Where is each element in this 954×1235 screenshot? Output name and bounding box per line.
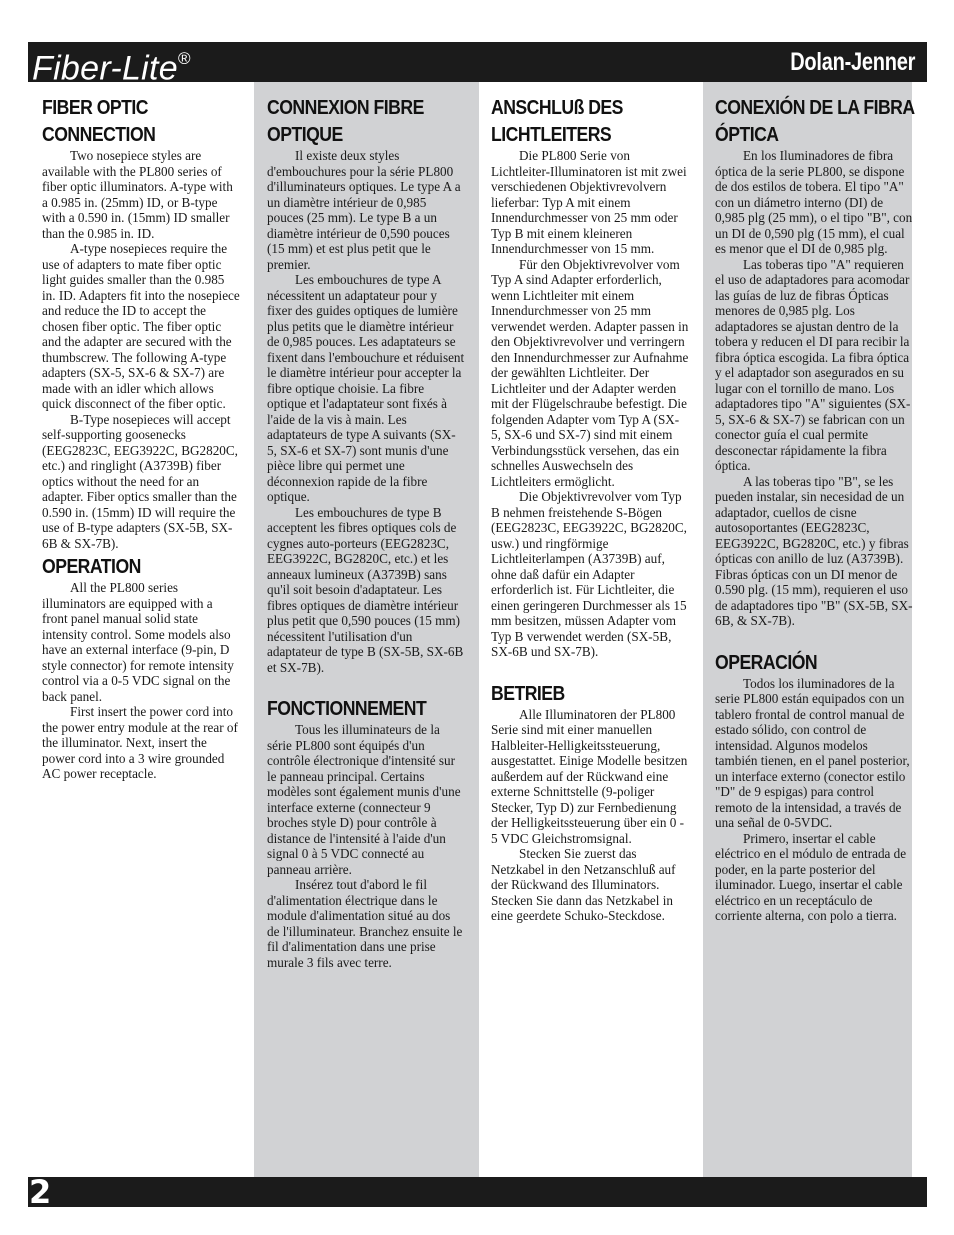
header-bar: [28, 42, 927, 88]
column-german: [491, 94, 689, 924]
section-heading: FONCTIONNEMENT: [267, 697, 427, 720]
paragraph: Die PL800 Serie von Lichtleiter-Illuminatoren ist mit zwei verschiedenen Objektivrevolvern lieferbar: Typ A mit einem Innendurchmesser von 25 mm oder Typ B mit einem kleineren Innendurchmesser von 15 mm.: [491, 148, 687, 256]
page-number: 2: [29, 1173, 52, 1211]
footer-bar: [28, 1173, 927, 1211]
dolan-jenner-logo: Dolan-Jenner: [790, 48, 915, 76]
paragraph: Les embouchures de type A nécessitent un adaptateur pour y fixer des guides optiques de lumière plus petits que le diamètre intérieur de 0,985 pouces. Les adaptateurs se fixent dans l'embouchure et réduisent le diamètre intérieur pour accepter la fibre optique choisie. La fibre optique et l'adaptateur sont fixés à l'aide de la vis à main. Les adaptateurs de type A suivants (SX-5, SX-6 et SX-7) sont munis d'une pièce libre qui permet une déconnexion rapide de la fibre optique.: [267, 272, 465, 504]
fiber-lite-logo: [32, 42, 191, 88]
column-english: [42, 94, 240, 782]
section-heading: OPERATION: [42, 555, 141, 578]
brand-name: Fiber-Lite: [32, 49, 178, 88]
paragraph: Stecken Sie zuerst das Netzkabel in den Netzanschluß auf der Rückwand des Illuminators. Stecken Sie dann das Netzkabel in eine geerdete Schuko-Steckdose.: [491, 846, 676, 923]
paragraph: Two nosepiece styles are available with the PL800 series of fiber optic illuminators. A-type with a 0.985 in. (25mm) ID, or B-type with a 0.590 in. (15mm) ID smaller than the 0.985 in. ID.: [42, 148, 233, 241]
section-heading: FIBER OPTIC CONNECTION: [42, 96, 156, 146]
column-french: [267, 94, 465, 970]
paragraph: Las toberas tipo "A" requieren el uso de adaptadores para acomodar las guías de luz de fibras Ópticas menores de 0,985 plg. Los adaptadores se ajustan dentro de la tobera y reducen el DI para recibir la fibra óptica escogida. La fibra óptica y el adaptador son asegurados en su lugar con el tornillo de mano. Los adaptadores tipo "A" siguientes (SX-5, SX-6 & SX-7) se fabrican con un conector guía el cual permite desconectar rápidamente la fibra óptica.: [715, 256, 911, 473]
paragraph: Alle Illuminatoren der PL800 Serie sind mit einer manuellen Halbleiter-Helligkeitssteuerung, ausgestattet. Einige Modelle besitzen außerdem auf der Rückwand eine externe Schnittstelle (9-poliger Stecker, Typ D) zur Fernbedienung der Helligkeitssteuerung über ein 0 - 5 VDC Gleichstromsignal.: [491, 706, 688, 846]
paragraph: Todos los iluminadores de la serie PL800 están equipados con un tablero frontal de control manual de estado sólido, con control de intensidad. Algunos modelos también tienen, en el panel posterior, un interface externo (conector estilo "D" de 9 espigas) para control remoto de la intensidad, a través de una señal de 0-5VDC.: [715, 675, 910, 830]
paragraph: First insert the power cord into the power entry module at the rear of the illuminator. Next, insert the power cord into a 3 wire grounded AC power receptacle.: [42, 704, 238, 781]
column-spanish: [715, 94, 913, 924]
section-heading: OPERACIÓN: [715, 650, 818, 674]
paragraph: Primero, insertar el cable eléctrico en el módulo de entrada de poder, en la parte posterior del iluminador. Luego, insertar el cable eléctrico en un receptáculo de corriente alterna, con polo a tierra.: [715, 830, 907, 923]
paragraph: Les embouchures de type B acceptent les fibres optiques cols de cygnes auto-porteurs (EEG2823C, EEG3922C, BG2820C, etc.) et les anneaux lumineux (A3739B) sans qu'il soit besoin d'adaptateur. Les fibres optiques de diamètre intérieur plus petit que 0,590 pouces (15 mm) nécessitent l'utilisation d'un adaptateur de type B (SX-5B, SX-6B et SX-7B).: [267, 504, 464, 675]
section-heading: CONEXIÓN DE LA FIBRA ÓPTICA: [715, 96, 914, 146]
section-heading: BETRIEB: [491, 681, 565, 705]
section-heading: CONNEXION FIBRE OPTIQUE: [267, 96, 424, 146]
paragraph: All the PL800 series illuminators are equipped with a front panel manual solid state intensity control. Some models also have an external interface (9-pin, D style connector) for remote intensity control via a 0-5 VDC signal on the back panel.: [42, 580, 234, 704]
section-heading: ANSCHLUß DES LICHTLEITERS: [491, 96, 623, 146]
paragraph: A-type nosepieces require the use of adapters to mate fiber optic light guides smaller than the 0.985 in. ID. Adapters fit into the nosepiece and reduce the ID to accept the chosen fiber optic. The fiber optic and the adapter are secured with the thumbscrew. The following A-type adapters (SX-5, SX-6 & SX-7) are made with an idler which allows quick disconnect of the fiber optic.: [42, 241, 240, 411]
paragraph: A las toberas tipo "B", se les pueden instalar, sin necesidad de un adaptador, cuellos de cisne autosoportantes (EEG2823C, EEG3922C, BG2820C, etc.) y fibras ópticas con anillo de luz (A3739B). Fibras ópticas con un DI menor de 0.590 plg. (15 mm), requieren el uso de adaptadores tipo "B" (SX-5B, SX-6B, & SX-7B).: [715, 473, 913, 628]
paragraph: Für den Objektivrevolver vom Typ A sind Adapter erforderlich, wenn Lichtleiter mit einem Innendurchmesser von 25 mm verwendet werden. Adapter passen in den Objektivrevolver und verringern den Innendurchmesser zur Aufnahme der gewählten Lichtleiter. Der Lichtleiter und der Adapter werden mit der Flügelschraube befestigt. Die folgenden Adapter vom Typ A (SX-5, SX-6 und SX-7) sind mit einem Verbindungsstück versehen, das ein schnelles Auswechseln des Lichtleiters ermöglicht.: [491, 256, 689, 489]
paragraph: Tous les illuminateurs de la série PL800 sont équipés d'un contrôle électronique d'intensité sur le panneau principal. Certains modèles sont également munis d'une interface externe (connecteur 9 broches style D) pour contrôle à distance de l'intensité à l'aide d'un signal 0 à 5 VDC connecté au panneau arrière.: [267, 722, 461, 877]
registered-mark: ®: [178, 49, 191, 68]
paragraph: Insérez tout d'abord le fil d'alimentation électrique dans le module d'alimentation situé au dos de l'illuminateur. Branchez ensuite le fil d'alimentation dans une prise murale 3 fils avec terre.: [267, 877, 463, 970]
paragraph: Die Objektivrevolver vom Typ B nehmen freistehende S-Bögen (EEG2823C, EEG3922C, BG2820C, usw.) und ringförmige Lichtleiterlampen (A3739B) auf, ohne daß dafür ein Adapter erforderlich ist. Für Lichtleiter, die einen geringeren Durchmesser als 15 mm besitzen, müssen Adapter vom Typ B verwendet werden (SX-5B, SX-6B und SX-7B).: [491, 489, 687, 659]
paragraph: B-Type nosepieces will accept self-supporting goosenecks (EEG2823C, EEG3922C, BG2820C, etc.) and ringlight (A3739B) fiber optics without the need for an adapter. Fiber optics smaller than the 0.590 in. (15mm) ID will require the use of B-type adapters (SX-5B, SX-6B & SX-7B).: [42, 411, 238, 551]
paragraph: En los Iluminadores de fibra óptica de la serie PL800, se dispone de dos estilos de tobera. El tipo "A" con un diámetro interno (DI) de 0,985 plg (25 mm), o el tipo "B", con un DI de 0,590 plg (15 mm), el cual es menor que el DI de 0,985 plg.: [715, 148, 913, 256]
paragraph: Il existe deux styles d'embouchures pour la série PL800 d'illuminateurs optiques. Le type A a un diamètre intérieur de 0,985 pouces (25 mm). Le type B a un diamètre intérieur de 0,590 pouces (15 mm) et est plus petit que le premier.: [267, 148, 461, 272]
